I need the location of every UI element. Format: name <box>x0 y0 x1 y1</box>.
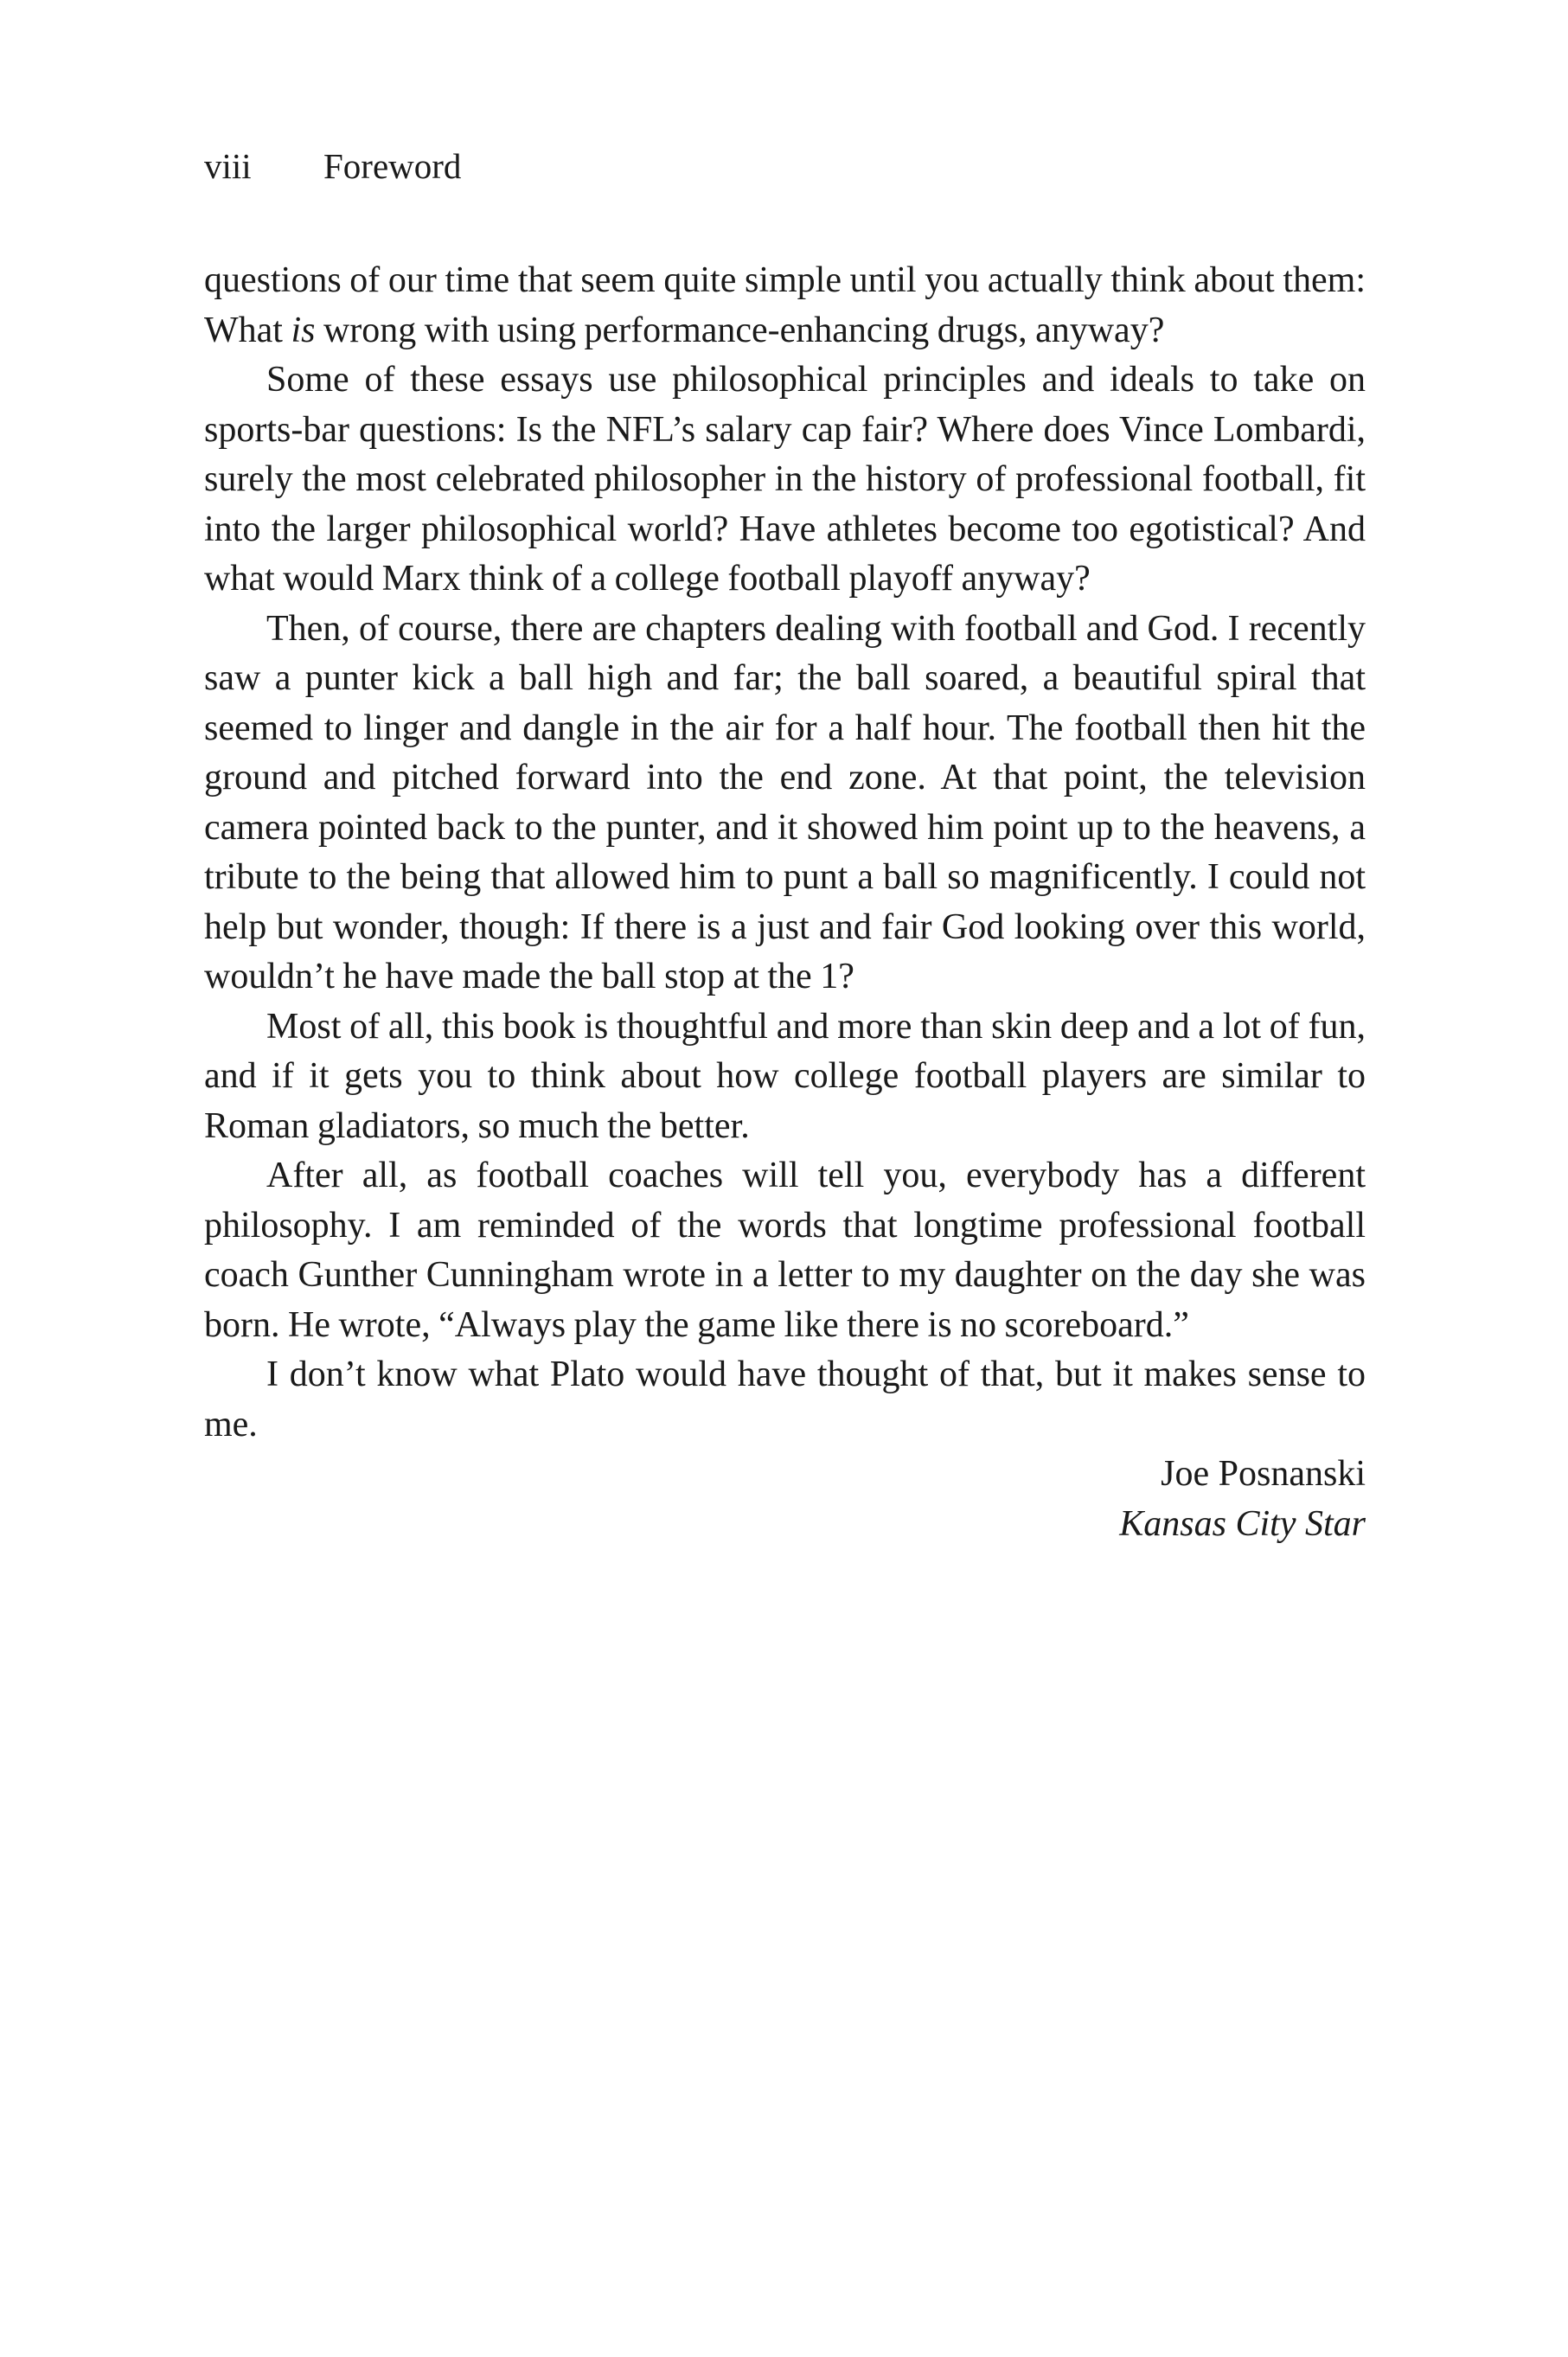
paragraph-1-text-b: wrong with using performance-enhancing drugs, anyway? <box>315 310 1165 350</box>
running-head <box>204 144 461 189</box>
paragraph-6: I don’t know what Plato would have thought of that, but it makes sense to me. <box>204 1355 1366 1444</box>
paragraph-4: Most of all, this book is thoughtful and more than skin deep and a lot of fun, and if it gets you to think about how college football players are similar to Roman gladiators, so much the better. <box>204 1006 1366 1146</box>
section-title: Foreword <box>323 146 462 186</box>
paragraph-1-text-a: questions of our time that seem quite simple until you actually think about them: What <box>204 260 1366 350</box>
signature <box>204 1450 1366 1549</box>
paragraph-1 <box>204 256 1366 355</box>
paragraph-2: Some of these essays use philosophical principles and ideals to take on sports-bar questions: Is the NFL’s salary cap fair? Where does Vince Lombardi, surely the most celebrated philosopher in the history of professional football, fit into the larger philosophical world? Have athletes become too egotistical? And what would Marx think of a college football playoff anyway? <box>204 360 1366 599</box>
author-name: Joe Posnanski <box>1161 1454 1366 1494</box>
author-outlet: Kansas City Star <box>1119 1503 1366 1544</box>
page-number: viii <box>204 146 252 186</box>
paragraph-3: Then, of course, there are chapters dealing with football and God. I recently saw a punter kick a ball high and far; the ball soared, a beautiful spiral that seemed to linger and dangle in the air for a half hour. The football then hit the ground and pitched forward into the end zone. At that point, the television camera pointed back to the punter, and it showed him point up to the heavens, a tribute to the being that allowed him to punt a ball so magnificently. I could not help but wonder, though: If there is a just and fair God looking over this world, wouldn’t he have made the ball stop at the 1? <box>204 608 1366 996</box>
paragraph-1-emphasis: is <box>291 310 316 350</box>
body-text <box>204 256 1366 1549</box>
paragraph-5: After all, as football coaches will tell you, everybody has a different philosophy. I am reminded of the words that longtime professional football coach Gunther Cunningham wrote in a letter to my daughter on the day she was born. He wrote, “Always play the game like there is no scoreboard.” <box>204 1156 1366 1345</box>
